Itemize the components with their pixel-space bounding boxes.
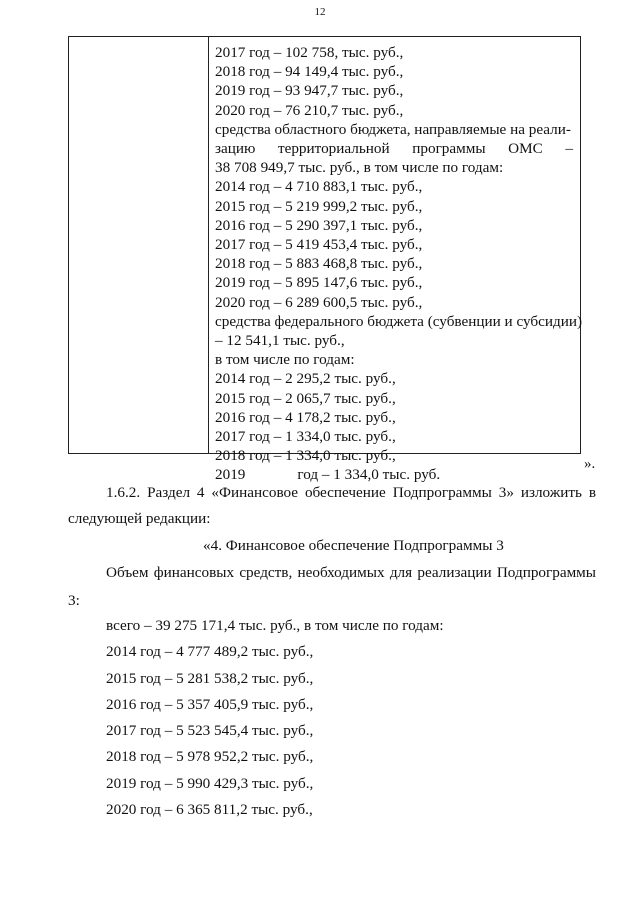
table-line: 2014 год – 4 710 883,1 тыс. руб., xyxy=(215,178,423,196)
paragraph-2-line-1 xyxy=(106,563,596,583)
word: 3» xyxy=(498,484,514,501)
funding-table xyxy=(68,36,583,484)
table-line: 2018 год – 94 149,4 тыс. руб., xyxy=(215,63,404,81)
table-line: средства федерального бюджета (субвенции и субсидии) xyxy=(215,312,583,330)
table-line-last xyxy=(215,465,573,484)
closing-quote: ». xyxy=(584,456,596,472)
table-line: 2020 год – 76 210,7 тыс. руб., xyxy=(215,101,404,119)
table-line: 2014 год – 2 295,2 тыс. руб., xyxy=(215,370,396,388)
table-cell-content xyxy=(215,43,583,485)
list-item: 2015 год – 5 281 538,2 тыс. руб., xyxy=(106,669,314,687)
paragraph-1-line-2: следующей редакции: xyxy=(68,510,211,527)
list-item: 2014 год – 4 777 489,2 тыс. руб., xyxy=(106,643,314,661)
word: ОМС xyxy=(508,140,543,158)
table-line: средства областного бюджета, направляемые на реали- xyxy=(215,120,571,138)
word: зацию xyxy=(215,140,256,158)
year-label: 2019 xyxy=(215,466,246,484)
table-line-justified xyxy=(215,139,573,158)
table-line: 2017 год – 5 419 453,4 тыс. руб., xyxy=(215,236,423,254)
table-line: 2018 год – 1 334,0 тыс. руб., xyxy=(215,447,396,465)
table-line: 2015 год – 2 065,7 тыс. руб., xyxy=(215,389,396,407)
table-line: 2017 год – 102 758, тыс. руб., xyxy=(215,44,404,61)
table-line: 2016 год – 5 290 397,1 тыс. руб., xyxy=(215,216,423,234)
word: реализации xyxy=(417,564,492,581)
paragraph-1-line-1 xyxy=(106,483,596,503)
word: Подпрограммы xyxy=(392,484,492,501)
word: территориальной xyxy=(277,140,390,158)
list-item: 2019 год – 5 990 429,3 тыс. руб., xyxy=(106,774,314,792)
amount-text: год – 1 334,0 тыс. руб. xyxy=(297,466,441,484)
table-line: 2016 год – 4 178,2 тыс. руб., xyxy=(215,408,396,426)
list-item: 2016 год – 5 357 405,9 тыс. руб., xyxy=(106,695,314,713)
word: в xyxy=(588,484,596,501)
table-line: 2019 год – 5 895 147,6 тыс. руб., xyxy=(215,274,423,292)
word: для xyxy=(389,564,413,581)
list-item: 2020 год – 6 365 811,2 тыс. руб., xyxy=(106,801,313,819)
word: 1.6.2. xyxy=(106,484,141,501)
table-line: 2019 год – 93 947,7 тыс. руб., xyxy=(215,82,404,100)
table-line: 2018 год – 5 883 468,8 тыс. руб., xyxy=(215,255,423,273)
table-line: 2017 год – 1 334,0 тыс. руб., xyxy=(215,428,396,446)
list-item: всего – 39 275 171,4 тыс. руб., в том числе по годам: xyxy=(106,617,444,634)
table-line: – 12 541,1 тыс. руб., xyxy=(215,332,345,350)
word: «Финансовое xyxy=(211,484,299,501)
word: Подпрограммы xyxy=(496,564,596,581)
word: обеспечение xyxy=(304,484,386,501)
page-number: 12 xyxy=(314,6,326,18)
word: Раздел xyxy=(147,484,191,501)
word: средств, xyxy=(239,564,293,581)
word: необходимых xyxy=(297,564,385,581)
table-line: 38 708 949,7 тыс. руб., в том числе по годам: xyxy=(215,159,504,177)
word: Объем xyxy=(106,564,149,581)
word: программы xyxy=(412,140,486,158)
funding-list xyxy=(106,616,444,826)
table-line: 2015 год – 5 219 999,2 тыс. руб., xyxy=(215,197,423,215)
table-column-divider xyxy=(208,37,209,453)
word: – xyxy=(565,140,573,158)
word: изложить xyxy=(520,484,582,501)
word: 4 xyxy=(196,484,205,501)
paragraph-2-line-2: 3: xyxy=(68,592,80,609)
section-heading: «4. Финансовое обеспечение Подпрограммы 3 xyxy=(203,537,504,554)
list-item: 2017 год – 5 523 545,4 тыс. руб., xyxy=(106,722,314,740)
table-line: 2020 год – 6 289 600,5 тыс. руб., xyxy=(215,293,423,311)
word: финансовых xyxy=(153,564,235,581)
table-line: в том числе по годам: xyxy=(215,351,355,369)
list-item: 2018 год – 5 978 952,2 тыс. руб., xyxy=(106,748,314,766)
